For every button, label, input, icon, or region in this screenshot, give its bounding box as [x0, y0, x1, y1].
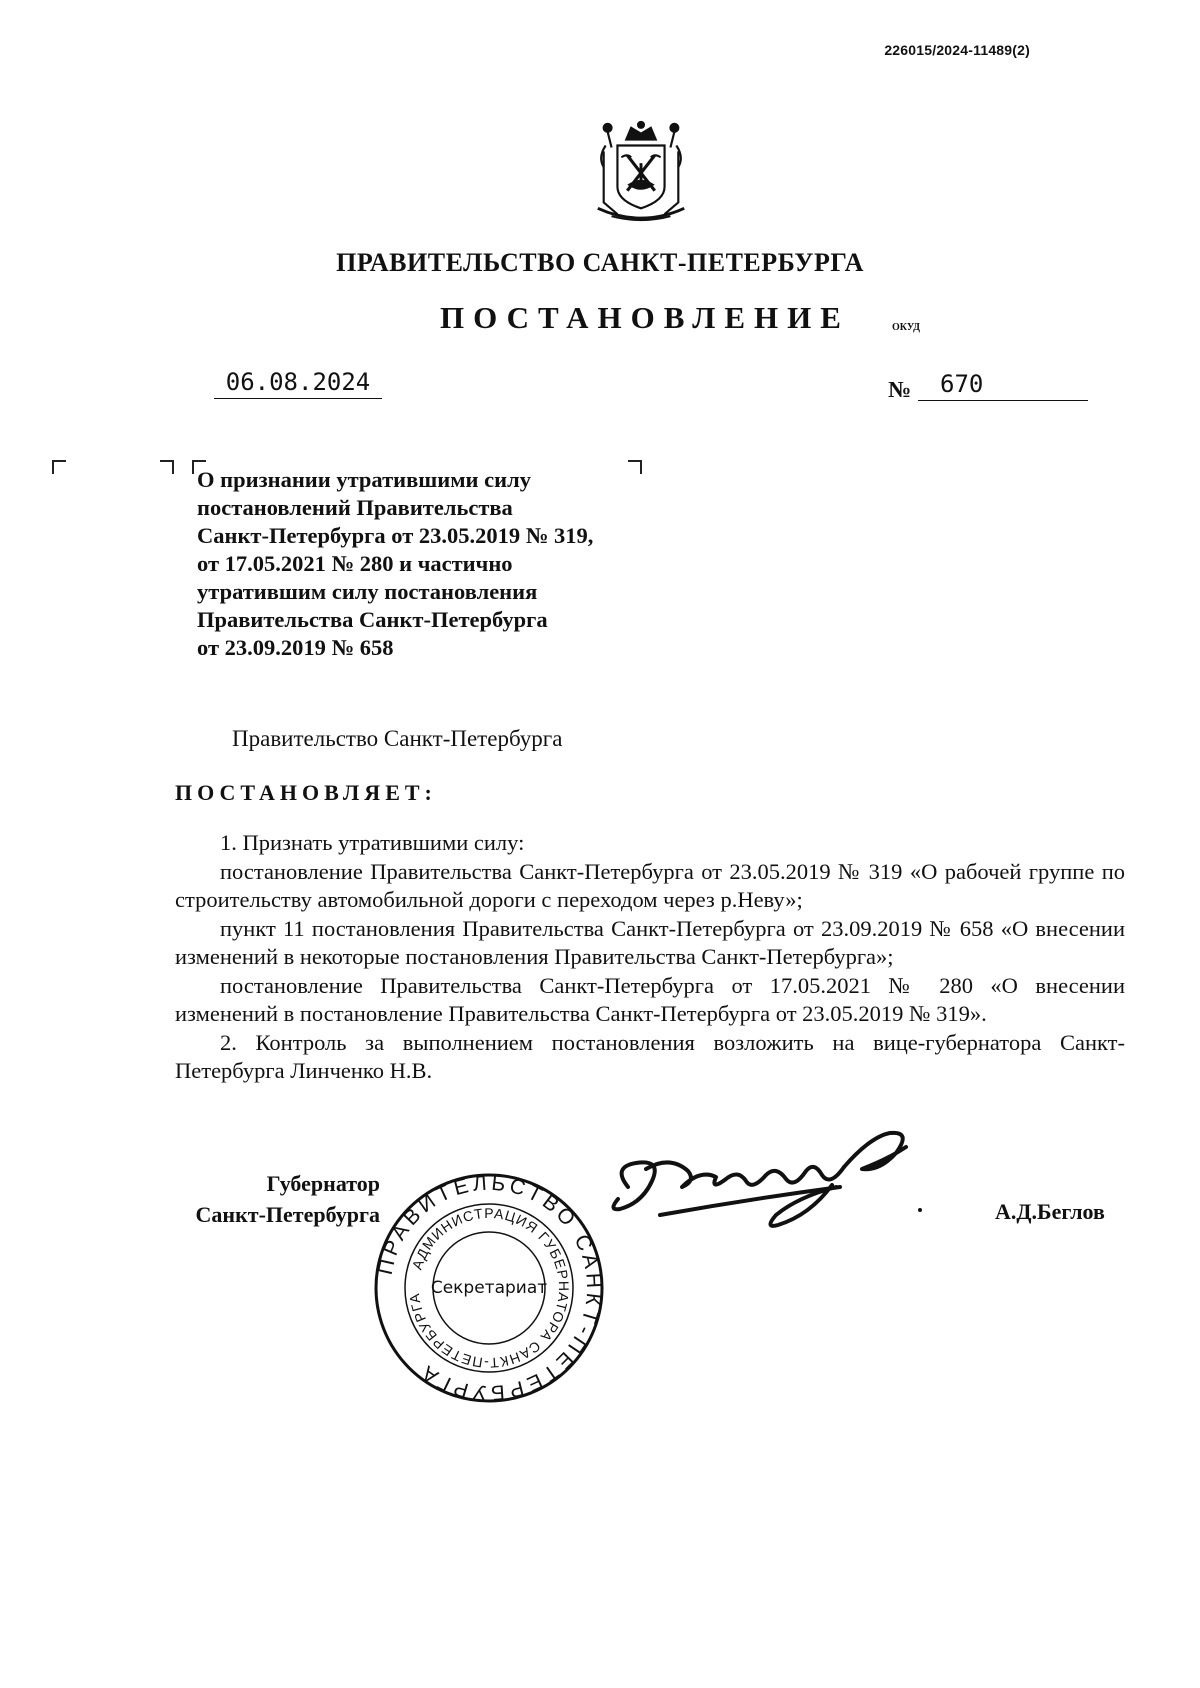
document-number: 670 — [918, 370, 1088, 401]
subject-line: Правительства Санкт-Петербурга — [197, 607, 548, 632]
registration-number: 226015/2024-11489(2) — [884, 42, 1030, 58]
body-paragraph: постановление Правительства Санкт-Петербурга от 23.05.2019 № 319 «О рабочей группе по строительству автомобильной дороги с переходом через р.Неву»; — [175, 858, 1125, 912]
body-paragraph: 2. Контроль за выполнением постановления возложить на вице-губернатора Санкт-Петербурга Линченко Н.В. — [175, 1029, 1125, 1083]
number-sign: № — [888, 377, 912, 402]
decree-word: ПОСТАНОВЛЯЕТ: — [175, 780, 437, 805]
signatory-name: А.Д.Беглов — [995, 1199, 1105, 1224]
body-paragraph: 1. Признать утратившими силу: — [220, 830, 525, 855]
subject-line: Санкт-Петербурга от 23.05.2019 № 319, — [197, 523, 594, 548]
subject-line: от 17.05.2021 № 280 и частично — [197, 551, 513, 576]
document-subject — [197, 466, 637, 662]
signatory-role-line: Санкт-Петербурга — [195, 1202, 380, 1227]
document-body — [175, 829, 1125, 1086]
address-corner-mark — [52, 460, 66, 474]
seal-outer-text: ПРАВИТЕЛЬСТВО САНКТ-ПЕТЕРБУРГА — [373, 1172, 605, 1404]
address-corner-mark — [160, 460, 174, 474]
organization-title: ПРАВИТЕЛЬСТВО САНКТ-ПЕТЕРБУРГА — [336, 248, 864, 277]
subject-line: О признании утратившими силу — [197, 467, 531, 492]
coat-of-arms-icon — [590, 118, 692, 226]
official-seal-icon — [373, 1172, 605, 1404]
body-paragraph: пункт 11 постановления Правительства Санкт-Петербурга от 23.09.2019 № 658 «О внесении изменений в некоторые постановления Правительства Санкт-Петербурга»; — [175, 915, 1125, 969]
document-type-title: ПОСТАНОВЛЕНИЕ — [440, 300, 850, 335]
subject-line: от 23.09.2019 № 658 — [197, 635, 394, 660]
okud-label: ОКУД — [892, 322, 921, 333]
handwritten-signature-icon — [600, 1125, 960, 1250]
body-paragraph: постановление Правительства Санкт-Петербурга от 17.05.2021 № 280 «О внесении изменений в постановление Правительства Санкт-Петербурга от 23.05.2019 № 319». — [175, 972, 1125, 1026]
signature-dot — [918, 1208, 922, 1212]
subject-line: утратившим силу постановления — [197, 579, 538, 604]
preamble: Правительство Санкт-Петербурга — [232, 726, 563, 751]
seal-center-text: Секретариат — [430, 1278, 548, 1298]
seal-inner-text: АДМИНИСТРАЦИЯ ГУБЕРНАТОРА САНКТ-ПЕТЕРБУРГА — [406, 1204, 573, 1372]
document-date: 06.08.2024 — [214, 368, 382, 399]
signatory-role — [150, 1168, 380, 1230]
signatory-role-line: Губернатор — [266, 1171, 380, 1196]
subject-line: постановлений Правительства — [197, 495, 513, 520]
